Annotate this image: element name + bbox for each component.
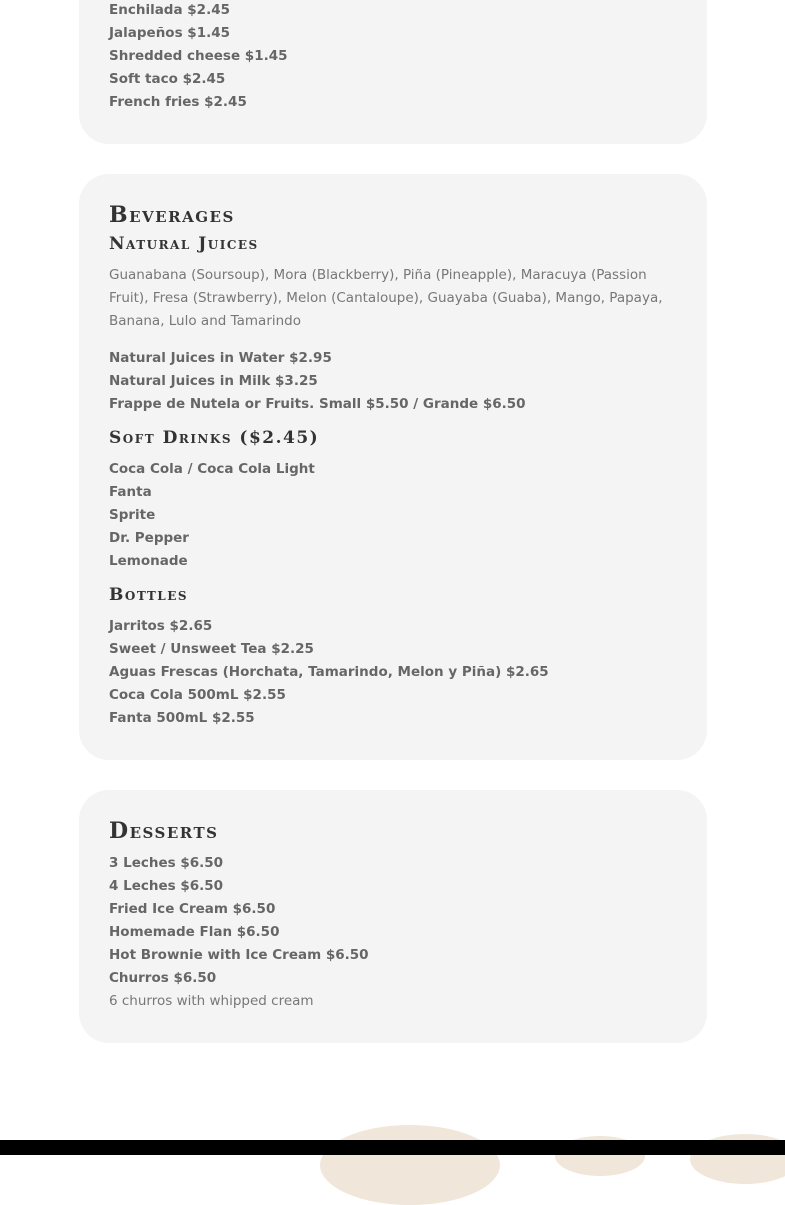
soft-drinks-list (109, 458, 677, 573)
churros-note: 6 churros with whipped cream (109, 993, 314, 1009)
list-item: Homemade Flan $6.50 (109, 924, 280, 940)
list-item: Natural Juices in Water $2.95 (109, 350, 332, 366)
natural-juices-list (109, 347, 677, 416)
list-item: Shredded cheese $1.45 (109, 48, 288, 64)
list-item: Lemonade (109, 553, 188, 569)
list-item: Jarritos $2.65 (109, 618, 213, 634)
extras-card (79, 0, 707, 144)
list-item: Hot Brownie with Ice Cream $6.50 (109, 947, 369, 963)
bottles-title: Bottles (109, 585, 189, 605)
list-item: Sweet / Unsweet Tea $2.25 (109, 641, 314, 657)
list-item: 4 Leches $6.50 (109, 878, 224, 894)
desserts-list (109, 852, 677, 1013)
beverages-title: Beverages (109, 202, 235, 228)
natural-juices-description: Guanabana (Soursoup), Mora (Blackberry), Piña (Pineapple), Maracuya (Passion Fruit), Fresa (Strawberry), Melon (Cantaloupe), Guayaba (Guaba), Mango, Papaya, Banana, Lulo and Tamarindo (109, 267, 663, 329)
list-item: Jalapeños $1.45 (109, 25, 231, 41)
list-item: Aguas Frescas (Horchata, Tamarindo, Melon y Piña) $2.65 (109, 664, 549, 680)
list-item: Frappe de Nutela or Fruits. Small $5.50 / Grande $6.50 (109, 396, 526, 412)
list-item: Fanta (109, 484, 152, 500)
list-item: Fried Ice Cream $6.50 (109, 901, 276, 917)
list-item: Natural Juices in Milk $3.25 (109, 373, 318, 389)
extras-list (109, 0, 677, 114)
list-item: Dr. Pepper (109, 530, 189, 546)
list-item: Fanta 500mL $2.55 (109, 710, 255, 726)
desserts-card (79, 790, 707, 1043)
bottles-list (109, 615, 677, 730)
list-item: Coca Cola / Coca Cola Light (109, 461, 315, 477)
beverages-card (79, 174, 707, 760)
natural-juices-title: Natural Juices (109, 234, 259, 254)
decorative-shape (320, 1125, 500, 1205)
list-item: 3 Leches $6.50 (109, 855, 224, 871)
list-item: Enchilada $2.45 (109, 2, 230, 18)
list-item: Coca Cola 500mL $2.55 (109, 687, 286, 703)
desserts-title: Desserts (109, 818, 219, 844)
list-item: Churros $6.50 (109, 970, 217, 986)
list-item: Soft taco $2.45 (109, 71, 226, 87)
footer-bar (0, 1140, 785, 1155)
list-item: Sprite (109, 507, 156, 523)
soft-drinks-title: Soft Drinks ($2.45) (109, 428, 320, 448)
list-item: French fries $2.45 (109, 94, 247, 110)
